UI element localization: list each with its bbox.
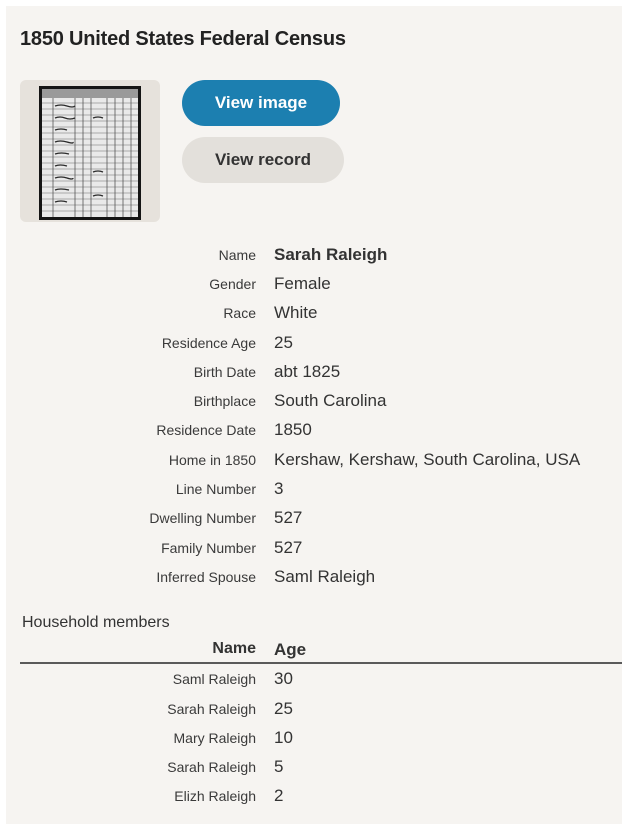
detail-value: 25	[274, 333, 293, 352]
detail-label: Birth Date	[193, 364, 256, 380]
member-age: 30	[274, 669, 293, 688]
census-page-icon	[39, 86, 141, 220]
view-record-button[interactable]: View record	[182, 137, 344, 183]
member-name: Mary Raleigh	[173, 730, 256, 746]
detail-value: Sarah Raleigh	[274, 245, 388, 264]
detail-row-birth-date	[6, 362, 622, 382]
detail-label: Home in 1850	[168, 452, 256, 468]
detail-label: Gender	[209, 276, 256, 292]
column-header-age: Age	[274, 640, 307, 659]
member-age: 25	[274, 699, 293, 718]
detail-row-race	[6, 303, 622, 323]
detail-row-dwelling-number	[6, 508, 622, 528]
table-row	[6, 786, 622, 806]
detail-label: Race	[223, 305, 256, 321]
record-card	[6, 6, 622, 824]
detail-label: Residence Age	[161, 335, 256, 351]
detail-label: Inferred Spouse	[156, 569, 256, 585]
column-header-name: Name	[212, 640, 256, 657]
member-name: Sarah Raleigh	[167, 701, 256, 717]
detail-value: White	[274, 303, 318, 322]
detail-row-name	[6, 245, 622, 265]
detail-row-family-number	[6, 538, 622, 558]
detail-row-residence-age	[6, 333, 622, 353]
view-image-button[interactable]: View image	[182, 80, 340, 126]
member-age: 5	[274, 757, 284, 776]
member-age: 2	[274, 786, 284, 805]
census-image-thumbnail[interactable]	[20, 80, 160, 222]
detail-value: Female	[274, 274, 331, 293]
detail-label: Dwelling Number	[149, 510, 256, 526]
detail-label: Birthplace	[193, 393, 256, 409]
detail-label: Name	[218, 247, 256, 263]
member-age: 10	[274, 728, 293, 747]
detail-value: 527	[274, 508, 303, 527]
detail-value: Kershaw, Kershaw, South Carolina, USA	[274, 450, 581, 469]
detail-label: Residence Date	[156, 422, 256, 438]
detail-row-inferred-spouse	[6, 567, 622, 587]
detail-value: Saml Raleigh	[274, 567, 376, 586]
detail-value: South Carolina	[274, 391, 387, 410]
table-divider	[20, 662, 622, 664]
detail-value: abt 1825	[274, 362, 341, 381]
detail-label: Family Number	[161, 540, 256, 556]
detail-value: 527	[274, 538, 303, 557]
table-row	[6, 757, 622, 777]
detail-value: 1850	[274, 420, 312, 439]
detail-value: 3	[274, 479, 284, 498]
member-name: Elizh Raleigh	[174, 788, 256, 804]
table-row	[6, 699, 622, 719]
table-row	[6, 669, 622, 689]
detail-row-home	[6, 450, 622, 470]
detail-label: Line Number	[175, 481, 256, 497]
detail-row-birthplace	[6, 391, 622, 411]
page-title: 1850 United States Federal Census	[20, 28, 346, 50]
household-table-header	[6, 640, 622, 660]
detail-row-line-number	[6, 479, 622, 499]
member-name: Sarah Raleigh	[167, 759, 256, 775]
household-section-title: Household members	[22, 614, 170, 631]
detail-row-gender	[6, 274, 622, 294]
member-name: Saml Raleigh	[172, 671, 256, 687]
detail-row-residence-date	[6, 420, 622, 440]
table-row	[6, 728, 622, 748]
